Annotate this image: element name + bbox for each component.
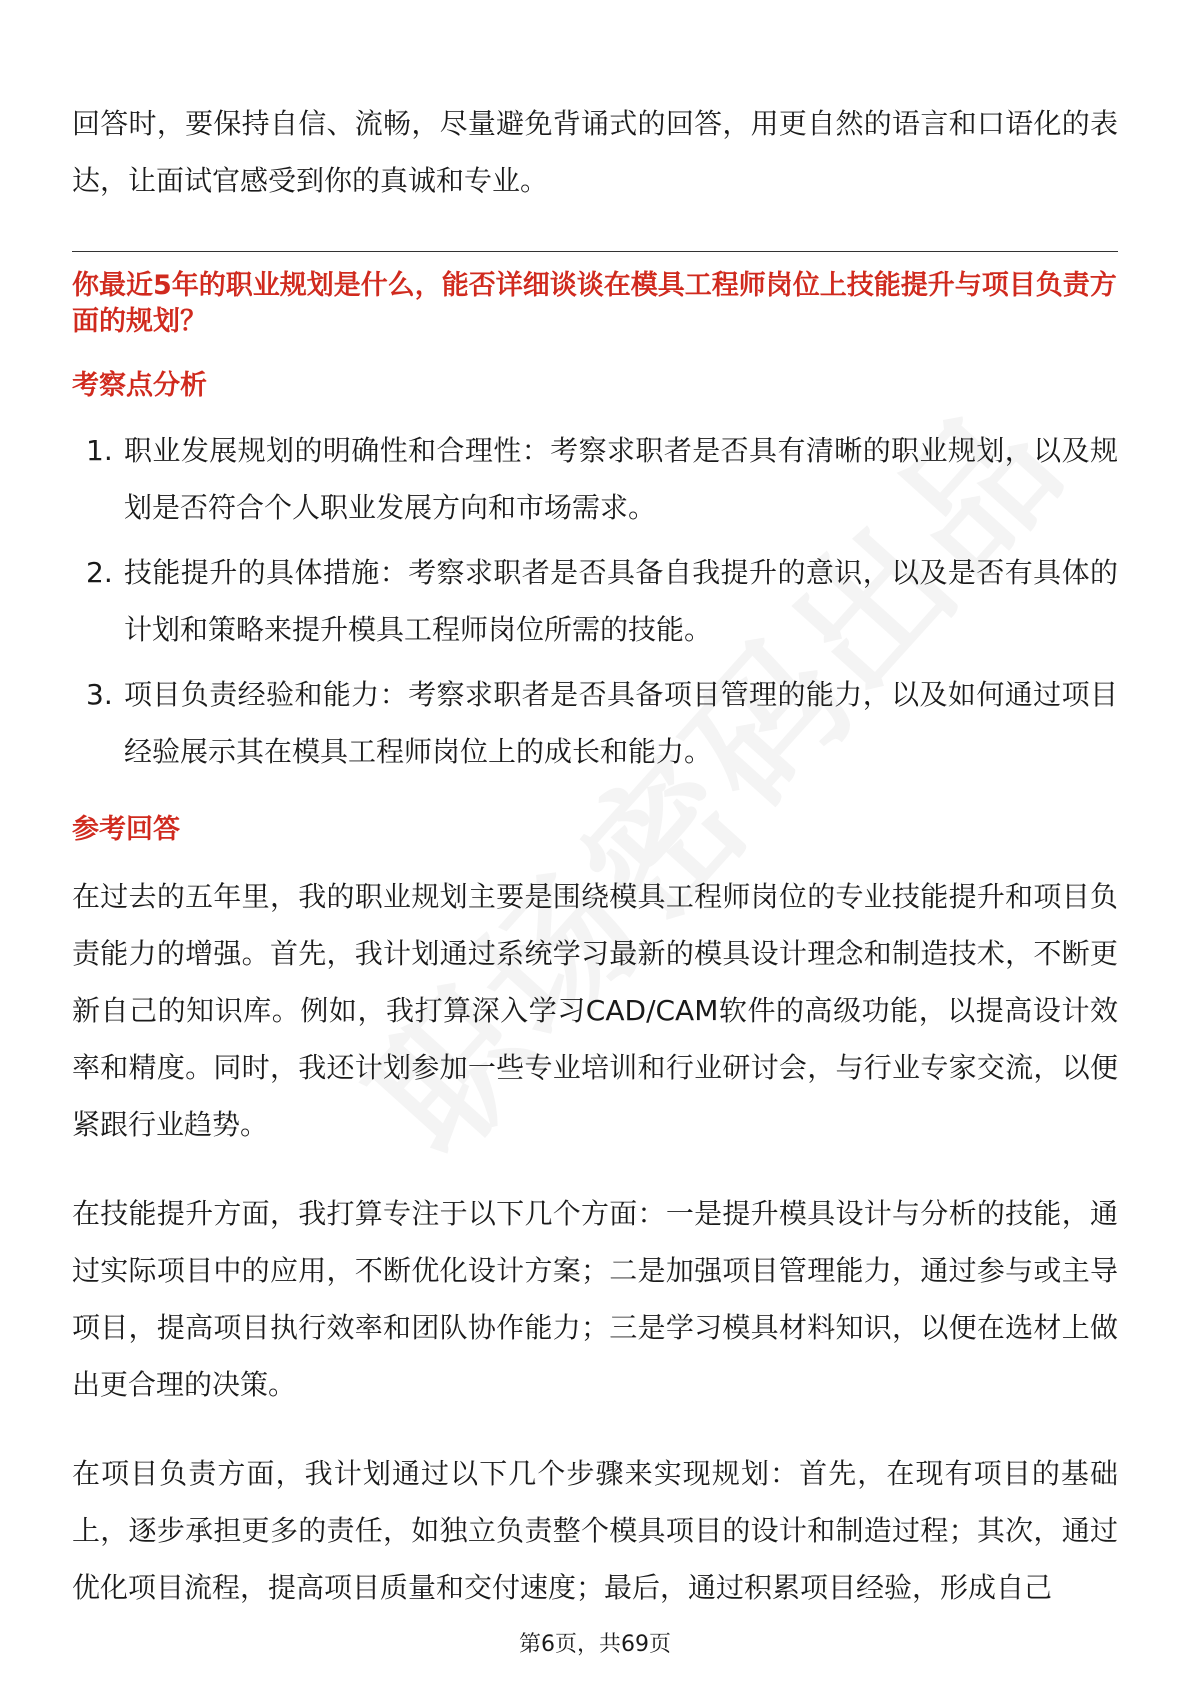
list-number: 1. bbox=[86, 434, 113, 467]
list-number: 2. bbox=[86, 556, 113, 589]
list-item-text: 技能提升的具体措施：考察求职者是否具备自我提升的意识，以及是否有具体的计划和策略来提升模具工程师岗位所需的技能。 bbox=[124, 556, 1118, 646]
answer-body bbox=[72, 868, 1118, 1616]
intro-paragraph: 回答时，要保持自信、流畅，尽量避免背诵式的回答，用更自然的语言和口语化的表达，让面试官感受到你的真诚和专业。 bbox=[72, 107, 1118, 197]
analysis-point bbox=[72, 422, 1118, 536]
answer-paragraph: 在过去的五年里，我的职业规划主要是围绕模具工程师岗位的专业技能提升和项目负责能力的增强。首先，我计划通过系统学习最新的模具设计理念和制造技术，不断更新自己的知识库。例如，我打算深入学习CAD/CAM软件的高级功能，以提高设计效率和精度。同时，我还计划参加一些专业培训和行业研讨会，与行业专家交流，以便紧跟行业趋势。 bbox=[72, 880, 1118, 1141]
analysis-point bbox=[72, 544, 1118, 658]
list-number: 3. bbox=[86, 678, 113, 711]
page-footer: 第6页，共69页 bbox=[519, 1632, 671, 1657]
question-heading: 你最近5年的职业规划是什么，能否详细谈谈在模具工程师岗位上技能提升与项目负责方面的规划？ bbox=[72, 270, 1117, 337]
analysis-list bbox=[72, 422, 1118, 780]
list-item-text: 项目负责经验和能力：考察求职者是否具备项目管理的能力，以及如何通过项目经验展示其在模具工程师岗位上的成长和能力。 bbox=[124, 678, 1118, 768]
answer-paragraph: 在技能提升方面，我打算专注于以下几个方面：一是提升模具设计与分析的技能，通过实际项目中的应用，不断优化设计方案；二是加强项目管理能力，通过参与或主导项目，提高项目执行效率和团队协作能力；三是学习模具材料知识，以便在选材上做出更合理的决策。 bbox=[72, 1197, 1118, 1401]
analysis-title: 考察点分析 bbox=[72, 370, 207, 401]
section-divider bbox=[72, 251, 1118, 252]
answer-title: 参考回答 bbox=[72, 814, 180, 845]
analysis-point bbox=[72, 666, 1118, 780]
list-item-text: 职业发展规划的明确性和合理性：考察求职者是否具有清晰的职业规划，以及规划是否符合个人职业发展方向和市场需求。 bbox=[124, 434, 1118, 524]
answer-paragraph: 在项目负责方面，我计划通过以下几个步骤来实现规划：首先，在现有项目的基础上，逐步承担更多的责任，如独立负责整个模具项目的设计和制造过程；其次，通过优化项目流程，提高项目质量和交付速度；最后，通过积累项目经验，形成自己 bbox=[72, 1457, 1118, 1604]
page-content bbox=[72, 95, 1118, 1616]
